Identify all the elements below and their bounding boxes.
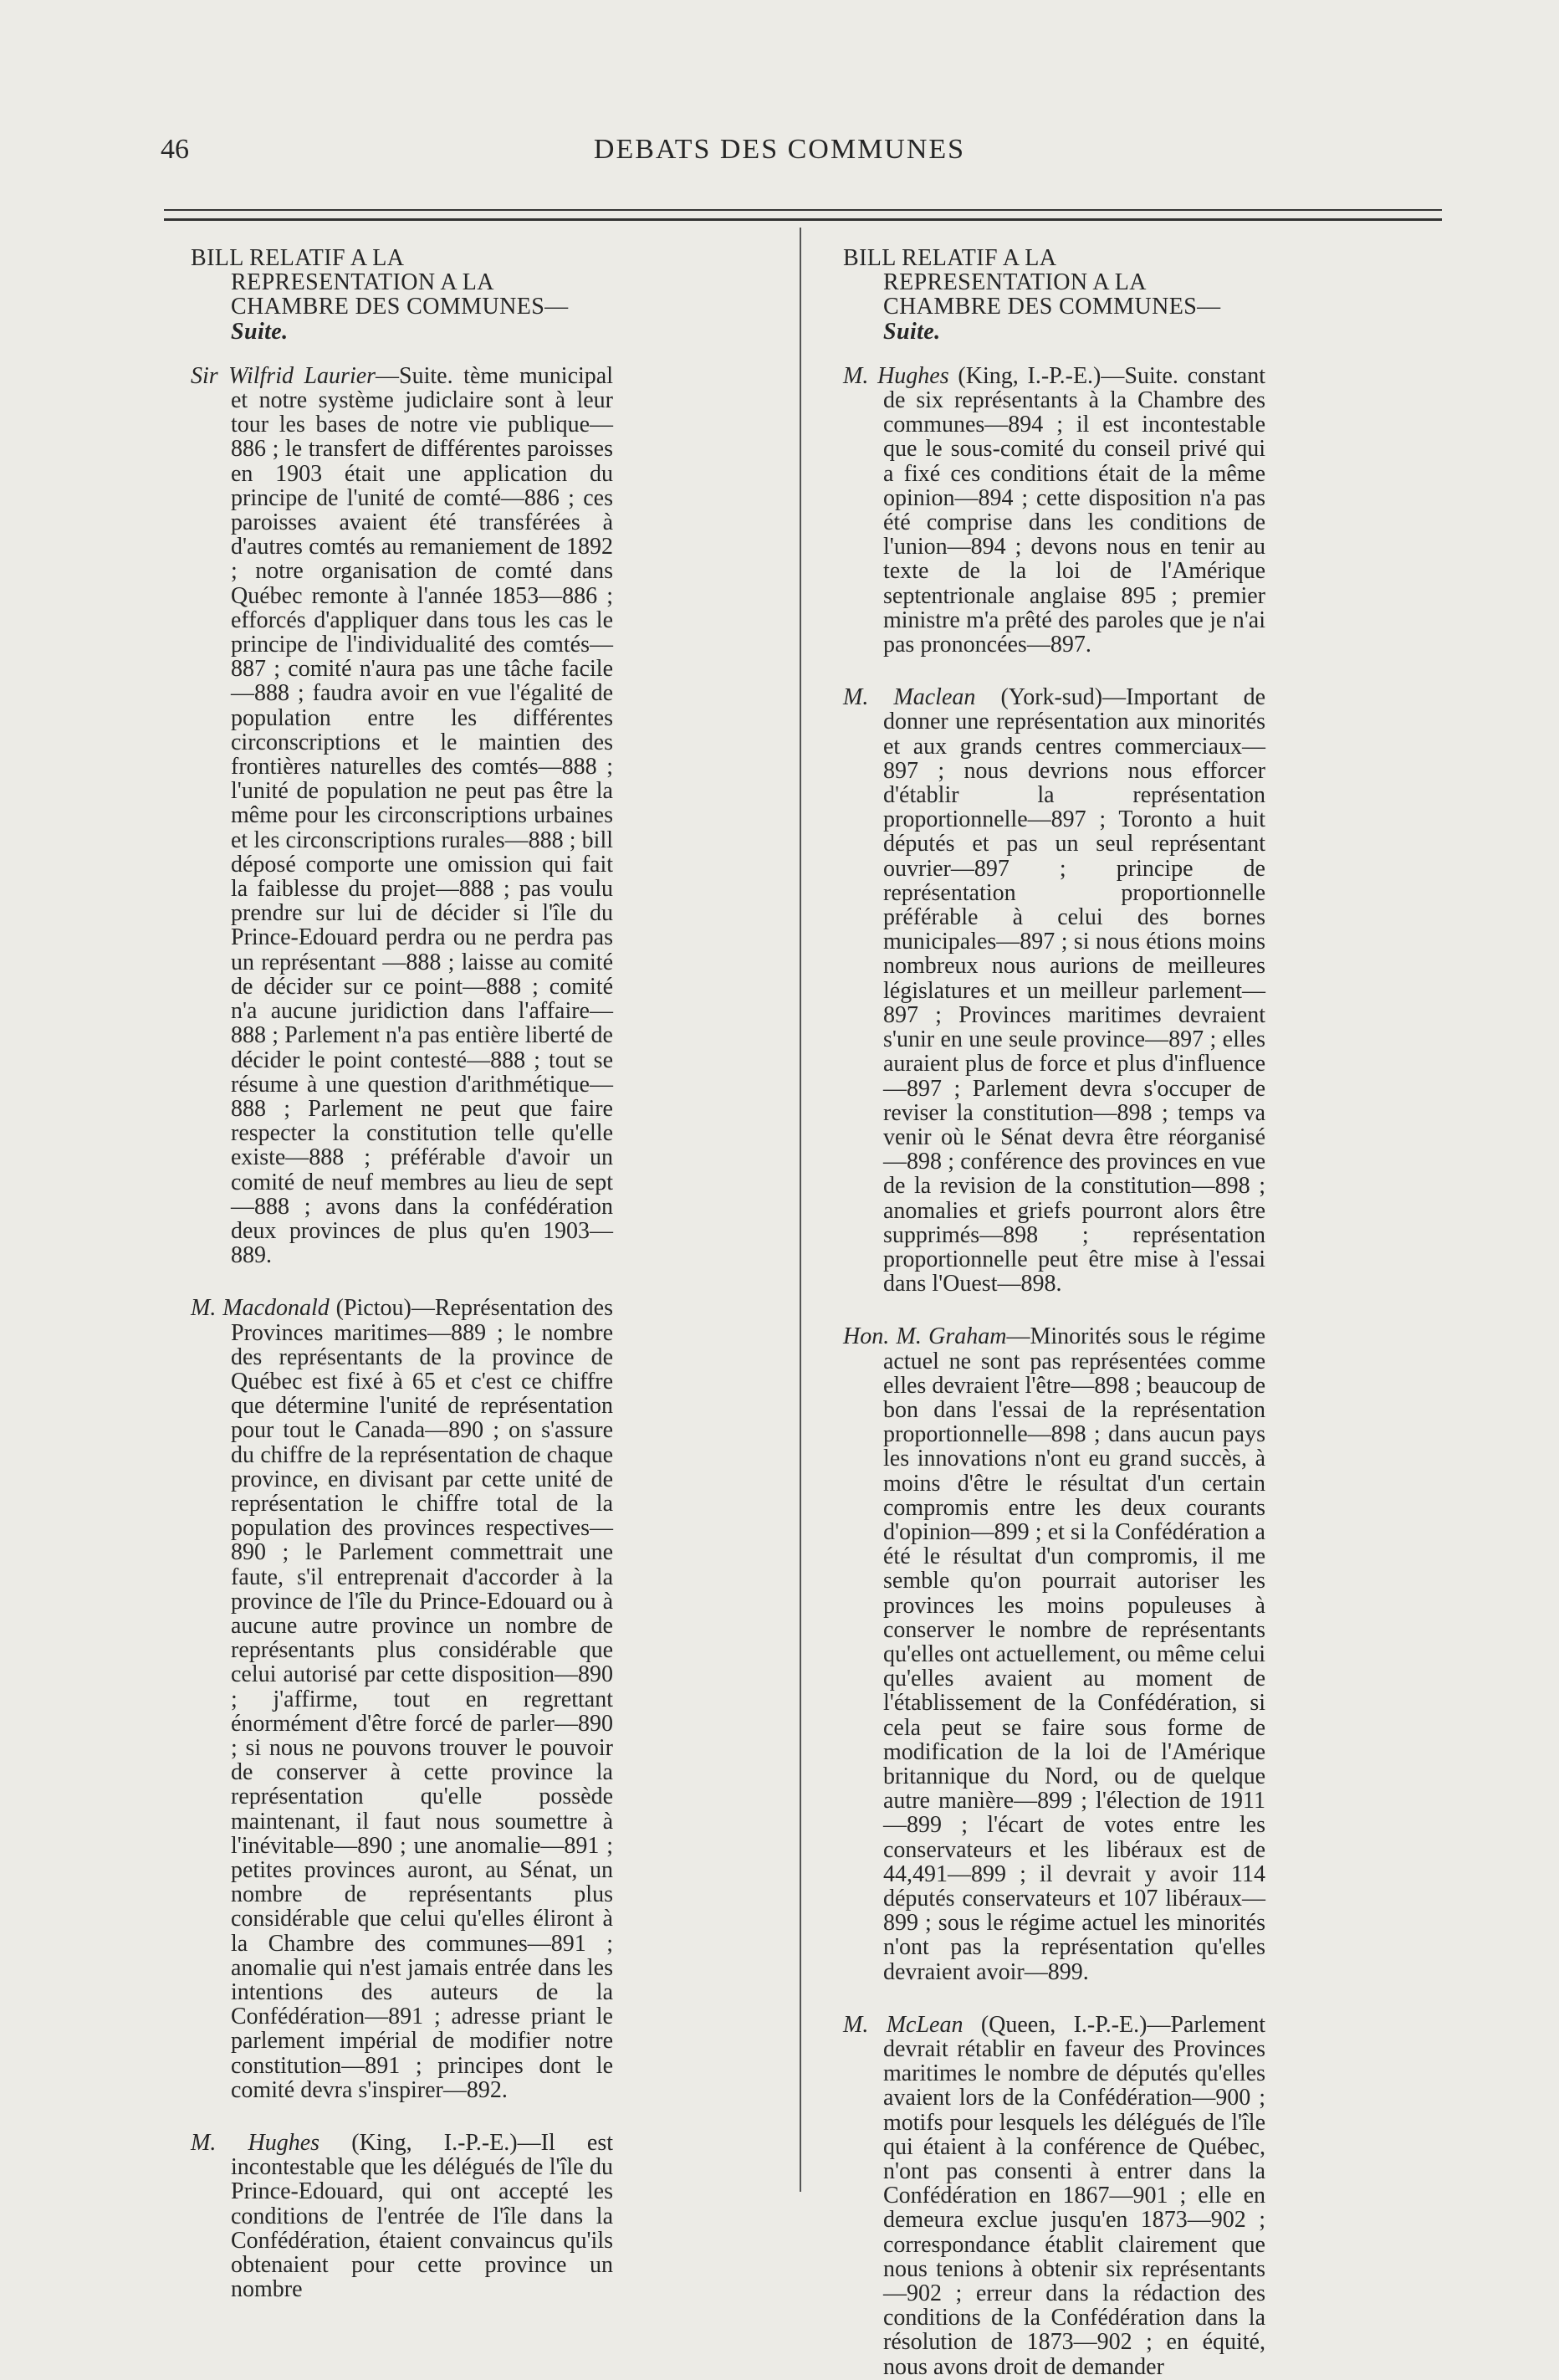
section-heading [191,246,613,344]
index-entry [191,1296,613,2102]
index-entry [843,1324,1265,1983]
page-number: 46 [161,134,189,165]
speaker-name: M. Macdonald [191,1295,330,1322]
speaker-name: M. McLean [843,2011,964,2038]
header-rule-double [164,218,1442,221]
heading-suite: Suite. [231,318,289,345]
speaker-name: M. Maclean [843,684,976,711]
right-column [843,246,1265,2379]
entry-text: (King, I.-P.-E.)—Il est incontestable que les délégués de l'île du Prince-Edouard, qui ont accepté les conditions de l'entrée de l'île dans la Confédération, étaient convaincus qu'ils obtenaient pour cette province un nombre [231,2130,614,2303]
left-column [191,246,613,2301]
index-entry [843,2013,1265,2379]
index-entry [843,685,1265,1296]
entry-text: (Pictou)—Représentation des Provinces maritimes—889 ; le nombre des représentants de la province de Québec est fixé à 65 et c'est ce chiffre que détermine l'unité de représentation pour tout le Canada—890 ; on s'assure du chiffre de la représentation de chaque province, en divisant par cette unité de représentation le chiffre total de la population des provinces respectives—890 ; le Parlement commettrait une faute, s'il entreprenait d'accorder à la province de l'île du Prince-Edouard ou à aucune autre province un nombre de représentants plus considérable que celui autorisé par cette disposition—890 ; j'affirme, tout en regrettant énormément d'être forcé de parler—890 ; si nous ne pouvons trouver le pouvoir de conserver à cette province la représentation qu'elle possède maintenant, il faut nous soumettre à l'inévitable—890 ; une anomalie—891 ; petites provinces auront, au Sénat, un nombre de représentants plus considérable que celui qu'elles éliront à la Chambre des communes—891 ; anomalie qui n'est jamais entrée dans les intentions des auteurs de la Confédération—891 ; adresse priant le parlement impérial de modifier notre constitution—891 ; principes dont le comité devra s'inspirer—892. [231,1295,613,2103]
index-entry [191,2131,613,2301]
speaker-name: Sir Wilfrid Laurier [191,362,376,389]
entry-text: (York-sud)—Important de donner une représentation aux minorités et aux grands centres commerciaux—897 ; nous devrions nous efforcer d'établir la représentation proportionnelle—897 ; Toronto a huit députés et pas un seul représentant ouvrier—897 ; principe de représentation proportionnelle préférable à celui des bornes municipales—897 ; si nous étions moins nombreux nous aurions de meilleures législatures et un meilleur parlement—897 ; Provinces maritimes devraient s'unir en une seule province—897 ; elles auraient plus de force et plus d'influence—897 ; Parlement devra s'occuper de reviser la constitution—898 ; temps va venir où le Sénat devra être réorganisé—898 ; conférence des provinces en vue de la revision de la constitution—898 ; anomalies et griefs pourront alors être supprimés—898 ; représentation proportionnelle peut être mise à l'essai dans l'Ouest—898. [883,684,1265,1297]
entry-text: —Suite. tème municipal et notre système judiclaire sont à leur tour les bases de notre vie publique—886 ; le transfert de différentes paroisses en 1903 était une application du principe de l'unité de comté—886 ; ces paroisses avaient été transférées à d'autres comtés au remaniement de 1892 ; notre organisation de comté dans Québec remonte à l'année 1853—886 ; efforcés d'appliquer dans tous les cas le principe de l'individualité des comtés—887 ; comité n'aura pas une tâche facile —888 ; faudra avoir en vue l'égalité de population entre les différentes circonscriptions et le maintien des frontières naturelles des comtés—888 ; l'unité de population ne peut pas être la même pour les circonscriptions urbaines et les circonscriptions rurales—888 ; bill déposé comporte une omission qui fait la faiblesse du projet—888 ; pas voulu prendre sur lui de décider si l'île du Prince-Edouard perdra ou ne perdra pas un représentant —888 ; laisse au comité de décider sur ce point—888 ; comité n'a aucune juridiction dans l'affaire—888 ; Parlement n'a pas entière liberté de décider le point contesté—888 ; tout se résume à une question d'arithmétique—888 ; Parlement ne peut que faire respecter la constitution telle qu'elle existe—888 ; préférable d'avoir un comité de neuf membres au lieu de sept—888 ; avons dans la confédération deux provinces de plus qu'en 1903—889. [231,362,613,1269]
column-separator [800,228,801,2192]
speaker-name: M. Hughes [843,362,949,389]
entry-text: (Queen, I.-P.-E.)—Parlement devrait rétablir en faveur des Provinces maritimes le nombre de députés qu'elles avaient lors de la Confédération—900 ; motifs pour lesquels les délégués de l'île qui étaient à la conférence de Québec, n'ont pas consenti à entrer dans la Confédération en 1867—901 ; elle en demeura exclue jusqu'en 1873—902 ; correspondance établit clairement que nous tenions à obtenir six représentants—902 ; erreur dans la rédaction des conditions de la Confédération dans la résolution de 1873—902 ; en équité, nous avons droit de demander [883,2011,1265,2380]
running-head: DEBATS DES COMMUNES [593,134,966,165]
heading-text: BILL RELATIF A LA REPRESENTATION A LA CHAMBRE DES COMMUNES— [191,245,569,320]
entry-text: —Minorités sous le régime actuel ne sont pas représentées comme elles devraient l'être—898 ; beaucoup de bon dans l'essai de la représentation proportionnelle—898 ; dans aucun pays les innovations n'ont eu grand succès, à moins d'être le résultat d'un certain compromis entre les deux courants d'opinion—899 ; et si la Confédération a été le résultat d'un compromis, il me semble qu'on pourrait autoriser les provinces les moins populeuses à conserver le nombre de représentants qu'elles ont actuellement, ou même celui qu'elles avaient au moment de l'établissement de la Confédération, si cela peut se faire sous forme de modification de la loi de l'Amérique britannique du Nord, ou de quelque autre manière—899 ; l'élection de 1911—899 ; l'écart de votes entre les conservateurs et les libéraux est de 44,491—899 ; il devrait y avoir 114 députés conservateurs et 107 libéraux—899 ; sous le régime actuel les minorités n'ont pas la représentation qu'elles devraient avoir—899. [883,1323,1265,1985]
heading-text: BILL RELATIF A LA REPRESENTATION A LA CHAMBRE DES COMMUNES— [843,245,1221,320]
speaker-name: Hon. M. Graham [843,1323,1007,1350]
index-entry [191,364,613,1268]
header-rule [164,209,1442,211]
heading-suite: Suite. [883,318,941,345]
entry-text: (King, I.-P.-E.)—Suite. constant de six représentants à la Chambre des communes—894 ; il est incontestable que le sous-comité du conseil privé qui a fixé ces conditions était de la même opinion—894 ; cette disposition n'a pas été comprise dans les conditions de l'union—894 ; devons nous en tenir au texte de la loi de l'Amérique septentrionale anglaise 895 ; premier ministre m'a prêté des paroles que je n'ai pas prononcées—897. [883,362,1265,658]
speaker-name: M. Hughes [191,2130,320,2157]
index-entry [843,364,1265,657]
section-heading [843,246,1265,344]
